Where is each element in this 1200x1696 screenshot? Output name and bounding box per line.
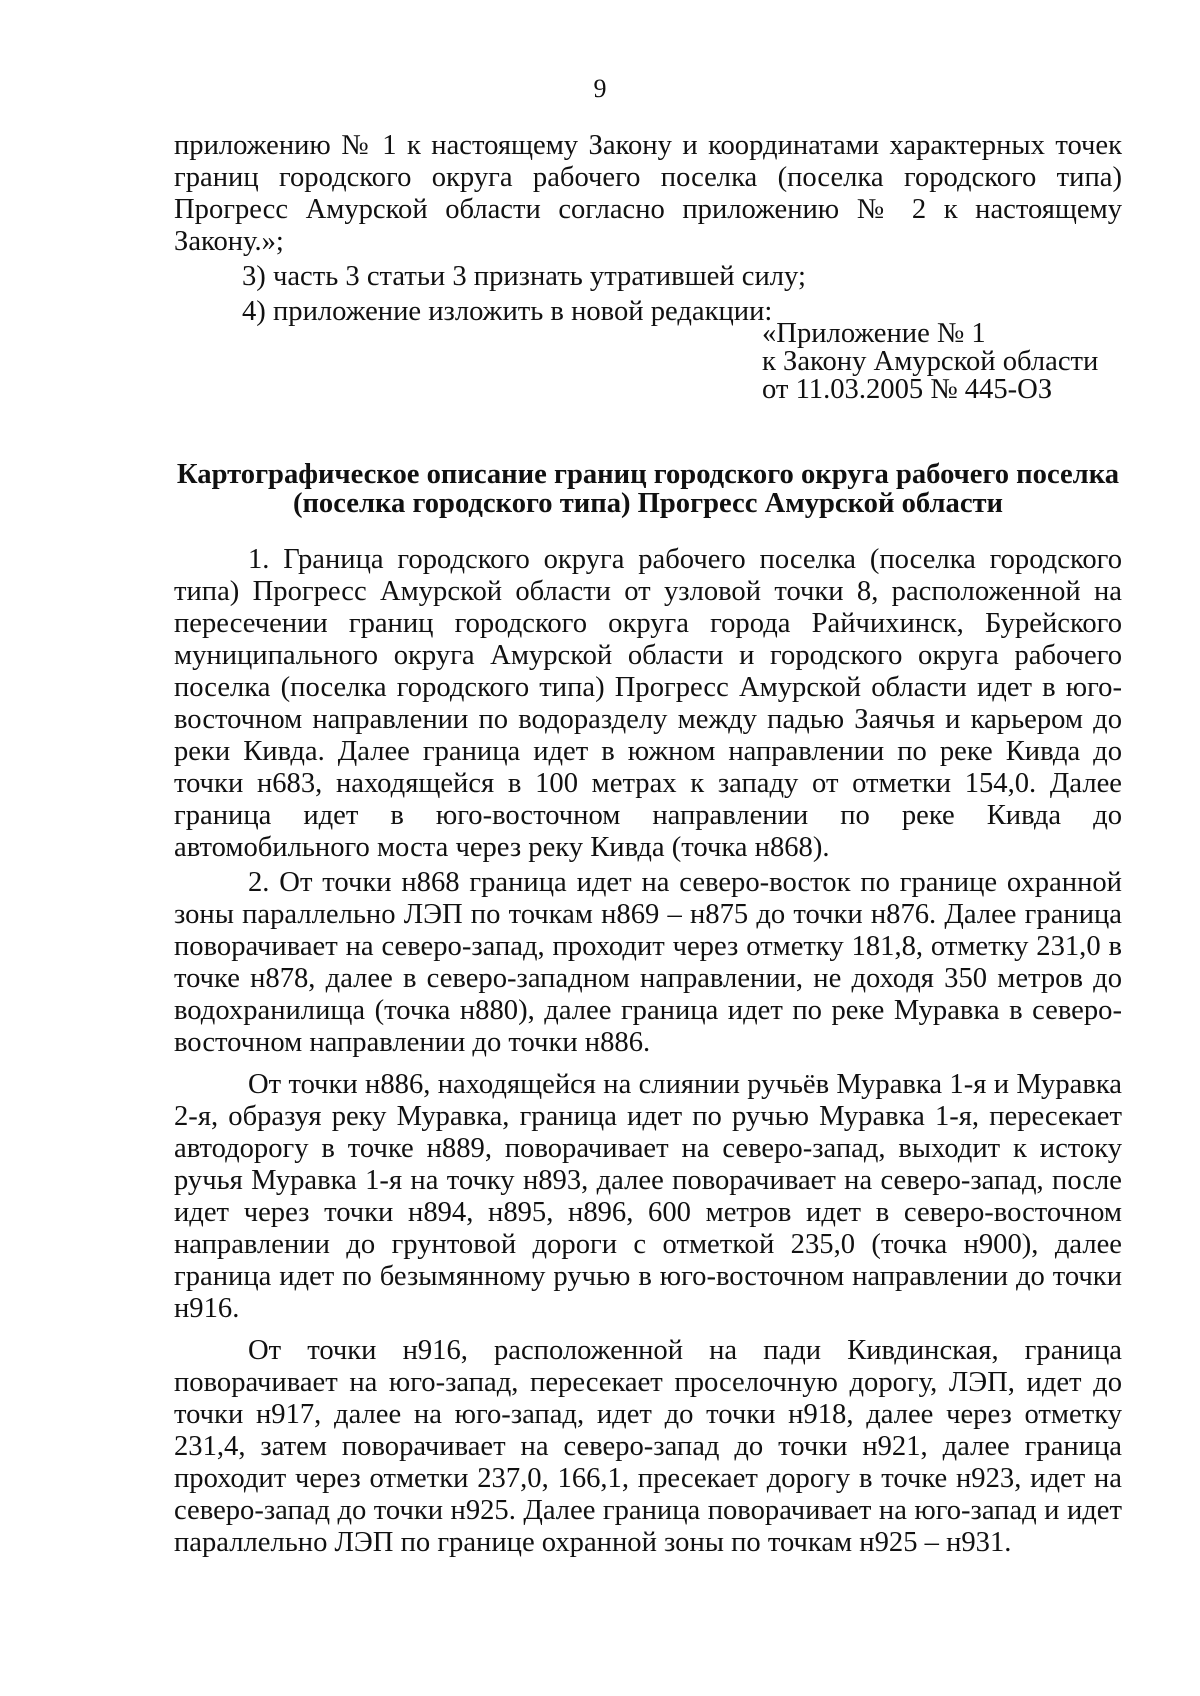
page-number: 9 [593, 74, 607, 103]
intro-section [174, 130, 1122, 328]
list-item: 4) приложение изложить в новой редакции: [242, 296, 773, 327]
paragraph: 2. От точки н868 граница идет на северо-восток по границе охранной зоны параллельно ЛЭП по точкам н869 – н875 до точки н876. Далее граница поворачивает на северо-запад, проходит через отметку 181,8, отметку 231,0 в точке н878, далее в северо-западном направлении, не доходя 350 метров до водохранилища (точка н880), далее граница идет по реке Муравка в северо-восточном направлении до точки н886. [174, 867, 1122, 1058]
appendix-line: «Приложение № 1 [762, 318, 986, 349]
appendix-line: от 11.03.2005 № 445-ОЗ [762, 374, 1053, 405]
appendix-line: к Закону Амурской области [762, 346, 1099, 377]
list-item: 3) часть 3 статьи 3 признать утратившей силу; [242, 261, 806, 292]
appendix-reference [762, 320, 1098, 404]
intro-paragraph: приложению № 1 к настоящему Закону и координатами характерных точек границ городского округа рабочего поселка (поселка городского типа) Прогресс Амурской области согласно приложению № 2 к настоящему Закону.»; [174, 130, 1122, 257]
section-heading [174, 460, 1122, 518]
paragraph: От точки н886, находящейся на слиянии ручьёв Муравка 1-я и Муравка 2-я, образуя реку Муравка, граница идет по ручью Муравка 1-я, пересекает автодорогу в точке н889, поворачивает на северо-запад, выходит к истоку ручья Муравка 1-я на точку н893, далее поворачивает на северо-запад, после идет через точки н894, н895, н896, 600 метров идет в северо-восточном направлении до грунтовой дороги с отметкой 235,0 (точка н900), далее граница идет по безымянному ручью в юго-восточном направлении до точки н916. [174, 1069, 1122, 1324]
paragraph: От точки н916, расположенной на пади Кивдинская, граница поворачивает на юго-запад, пересекает проселочную дорогу, ЛЭП, идет до точки н917, далее на юго-запад, идет до точки н918, далее через отметку 231,4, затем поворачивает на северо-запад до точки н921, далее граница проходит через отметки 237,0, 166,1, пресекает дорогу в точке н923, идет на северо-запад до точки н925. Далее граница поворачивает на юго-запад и идет параллельно ЛЭП по границе охранной зоны по точкам н925 – н931. [174, 1335, 1122, 1558]
heading-line: (поселка городского типа) Прогресс Амурской области [292, 488, 1004, 519]
boundary-description [174, 544, 1122, 1559]
heading-line: Картографическое описание границ городского округа рабочего поселка [176, 459, 1120, 490]
paragraph: 1. Граница городского округа рабочего поселка (поселка городского типа) Прогресс Амурской области от узловой точки 8, расположенной на пересечении границ городского округа города Райчихинск, Бурейского муниципального округа Амурской области и городского округа рабочего поселка (поселка городского типа) Прогресс Амурской области идет в юго-восточном направлении по водоразделу между падью Заячья и карьером до реки Кивда. Далее граница идет в южном направлении по реке Кивда до точки н683, находящейся в 100 метрах к западу от отметки 154,0. Далее граница идет в юго-восточном направлении по реке Кивда до автомобильного моста через реку Кивда (точка н868). [174, 544, 1122, 863]
